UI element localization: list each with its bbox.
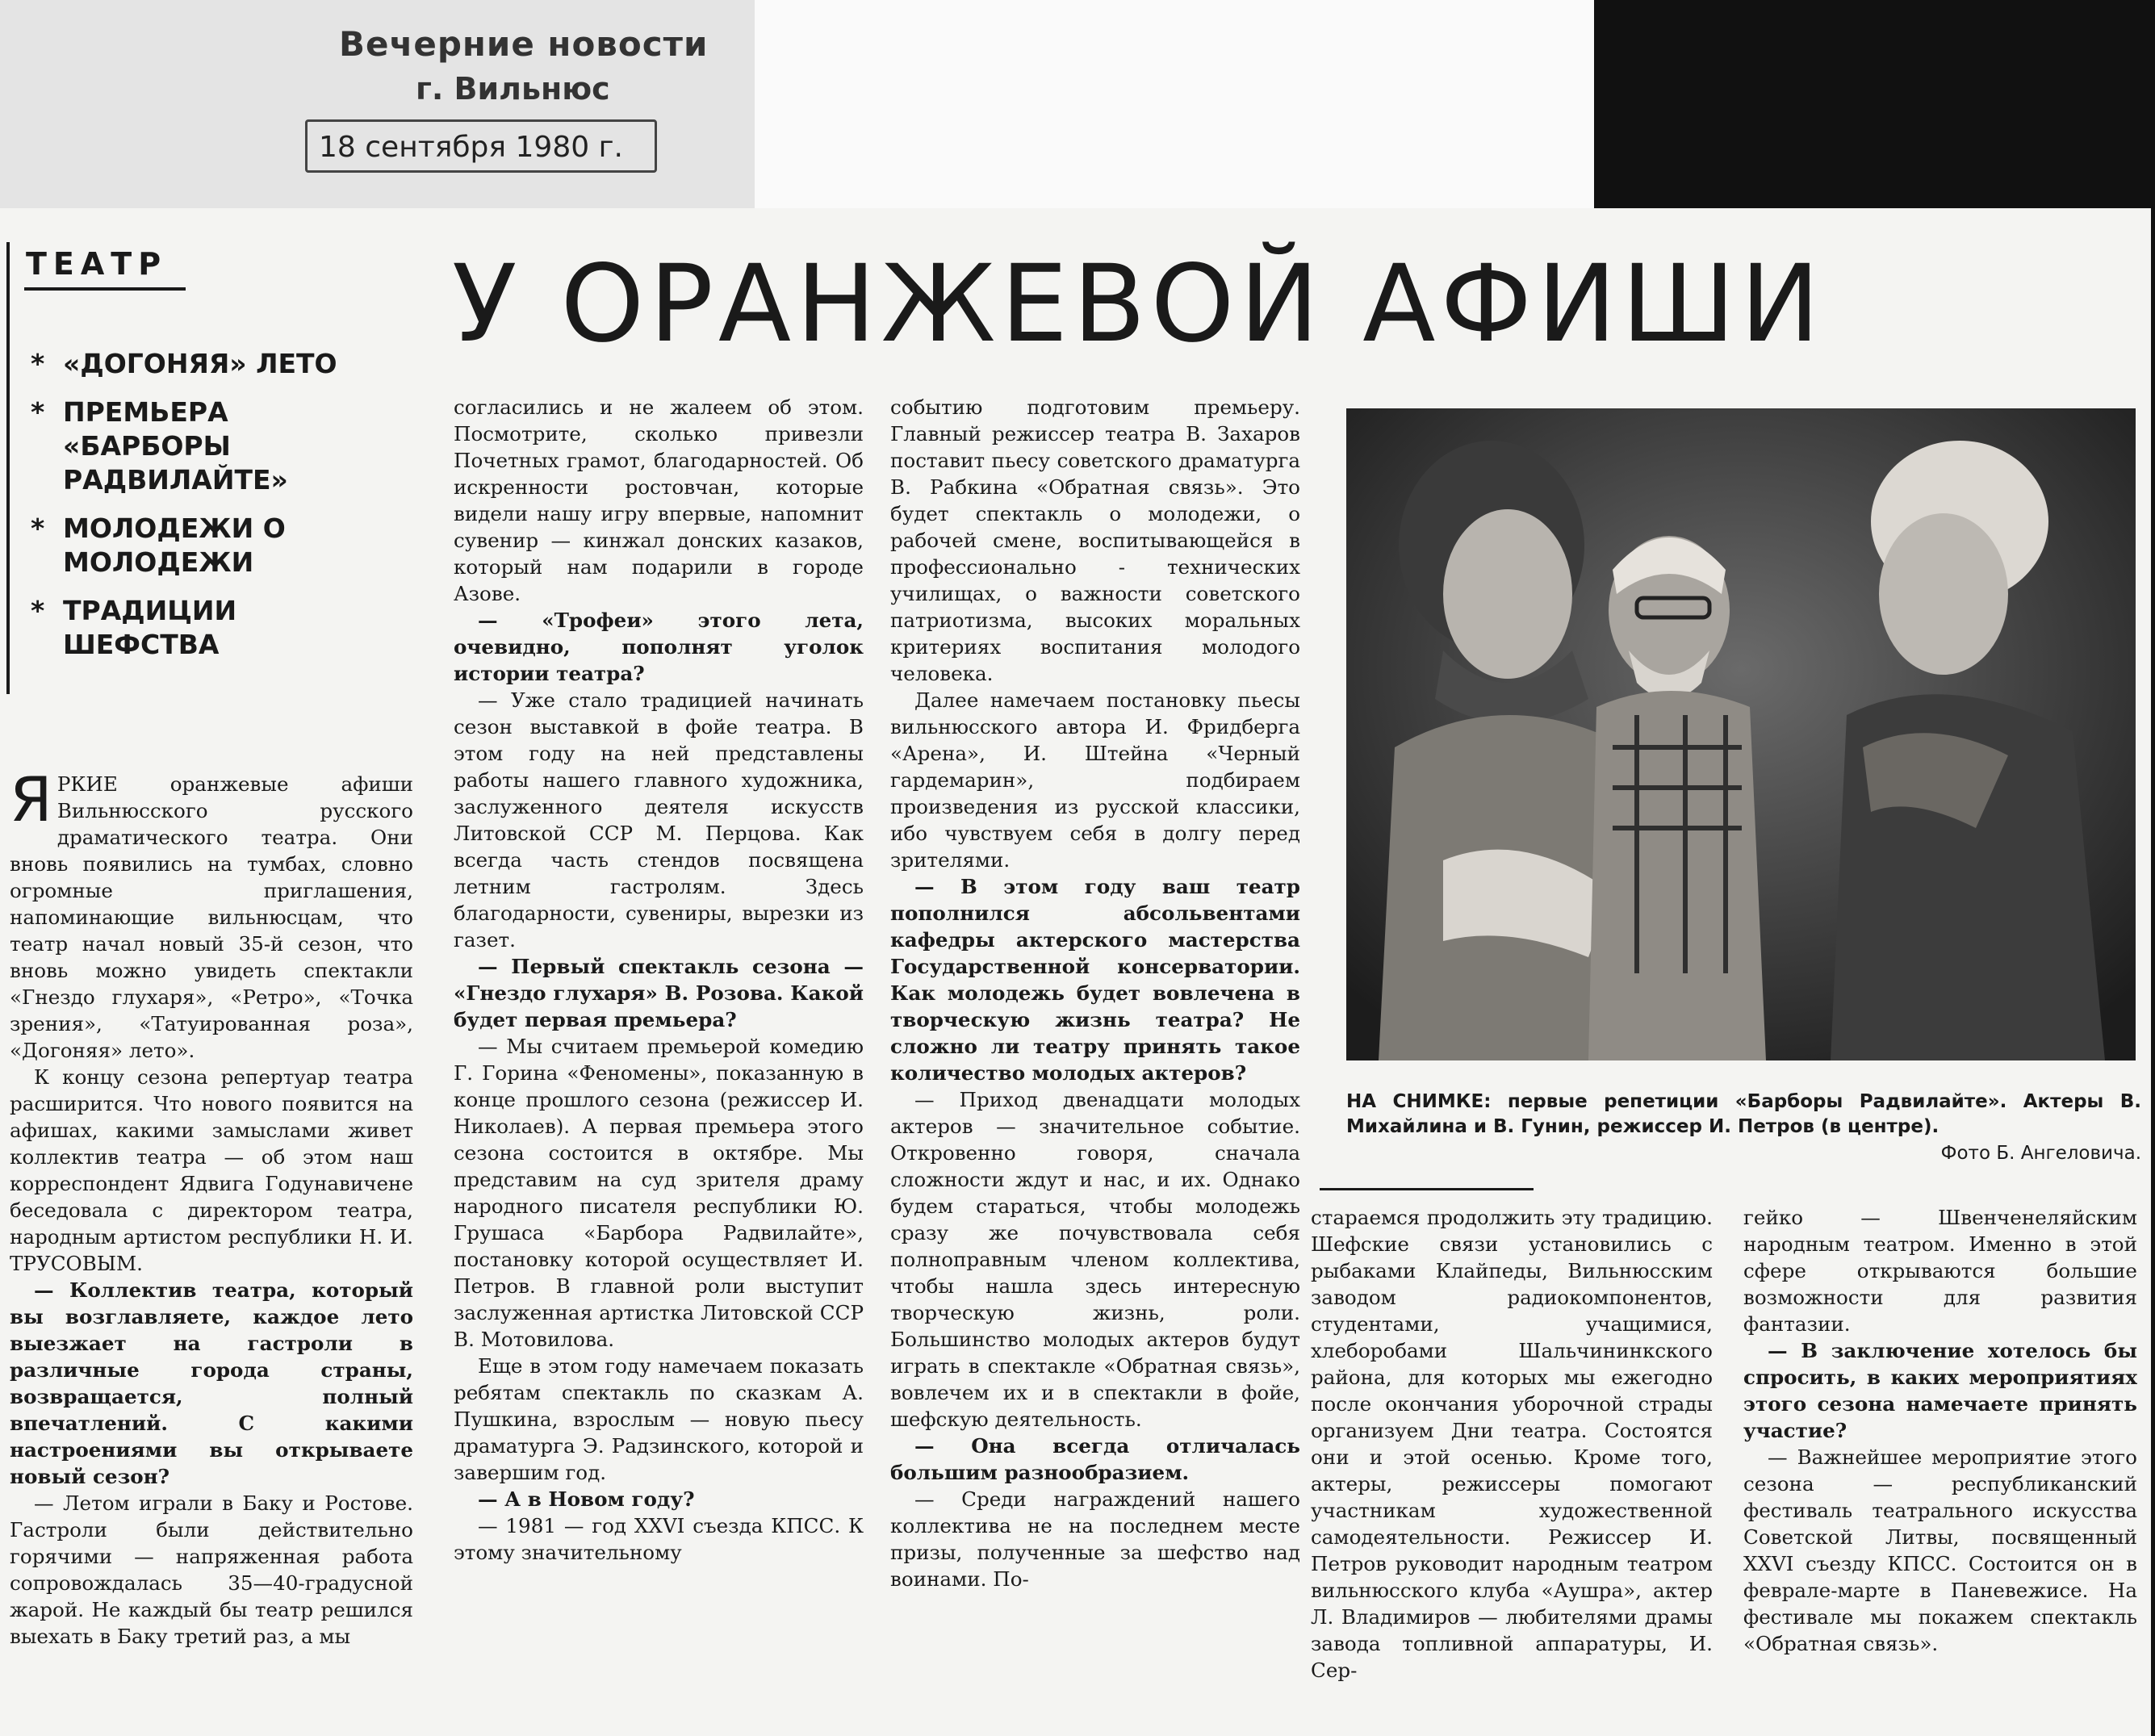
rubric-underline: [24, 287, 186, 291]
stamp-city: г. Вильнюс: [416, 71, 610, 107]
contents-item: * «ДОГОНЯЯ» ЛЕТО: [31, 348, 337, 379]
article-headline: У ОРАНЖЕВОЙ АФИШИ: [452, 242, 1825, 366]
interview-answer: — Приход двенадцати молодых актеров — значительное событие. Откровенно говоря, сначала сложности ждут и нас, и их. Однако будем стараться, чтобы молодежь сразу же почувствовала себя полноправным членом коллектива, чтобы нашла здесь интересную творческую жизнь, роли. Большинство молодых актеров будут играть в спектакле «Обратная связь», вовлечем их и в спектакли в фойе, шефскую деятельность.: [890, 1088, 1300, 1431]
paragraph: гейко — Швенченеляйским народным театром. Именно в этой сфере открываются большие возможности для развития фантазии.: [1743, 1206, 2137, 1336]
rehearsal-photo: [1346, 408, 2136, 1060]
text-column-4: [1311, 1204, 1713, 1729]
archive-stamp: [0, 0, 755, 208]
interview-answer: — Летом играли в Баку и Ростове. Гастроли были действительно горячими — напряженная работа сопровождалась 35—40-градусной жарой. Не каждый бы театр решился выехать в Баку третий раз, а мы: [10, 1491, 413, 1648]
paragraph: К концу сезона репертуар театра расширится. Что нового появится на афишах, какими замыслами живет коллектив театра — об этом наш корреспондент Ядвига Годунавичене беседовала с директором театра, народным артистом республики Н. И. ТРУСОВЫМ.: [10, 1065, 413, 1275]
paragraph: согласились и не жалеем об этом. Посмотрите, сколько привезли Почетных грамот, благодарностей. Об искренности ростовчан, которые видели нашу игру впервые, напомнит сувенир — кинжал донских казаков, который нам подарили в городе Азове.: [454, 395, 864, 605]
photo-caption: [1346, 1090, 2141, 1166]
text-column-5: [1743, 1204, 2137, 1729]
photo-credit: Фото Б. Ангеловича.: [1940, 1143, 2141, 1164]
paragraph: Еще в этом году намечаем показать ребятам спектакль по сказкам А. Пушкина, взрослым — новую пьесу драматурга Э. Радзинского, которой и завершим год.: [454, 1354, 864, 1484]
article-contents-list: [31, 347, 370, 676]
interview-question: — Она всегда отличалась большим разнообразием.: [890, 1434, 1300, 1484]
interview-answer: — Среди награждений нашего коллектива не на последнем месте призы, полученные за шефство над воинами. По-: [890, 1487, 1300, 1591]
rehearsal-photo-illustration: [1346, 408, 2136, 1060]
contents-item: * МОЛОДЕЖИ О МОЛОДЕЖИ: [31, 512, 286, 578]
lead-paragraph: ЯРКИЕ оранжевые афиши Вильнюсского русского драматического театра. Они вновь появились на тумбах, словно огромные приглашения, напоминающие вильнюсцам, что театр начал новый 35-й сезон, что вновь можно увидеть спектакли «Гнездо глухаря», «Ретро», «Точка зрения», «Татуированная роза», «Догоняя» лето».: [10, 771, 413, 1062]
interview-question: — Коллектив театра, который вы возглавляете, каждое лето выезжает на гастроли в различные города страны, возвращается, полный впечатлений. С какими настроениями вы открываете новый сезон?: [10, 1278, 413, 1488]
stamp-date: 18 сентября 1980 г.: [319, 131, 623, 164]
stamp-newspaper-name: Вечерние новости: [339, 24, 709, 64]
photo-caption-text: НА СНИМКЕ: первые репетиции «Барборы Радвилайте». Актеры В. Михайлина и В. Гунин, режиссер И. Петров (в центре).: [1346, 1091, 2141, 1137]
paragraph: стараемся продолжить эту традицию. Шефские связи установились с рыбаками Клайпеды, Вильнюсским заводом радиокомпонентов, студентами, учащимися, хлеборобами Шальчининкского района, для которых мы ежегодно после окончания уборочной страды организуем Дни театра. Состоятся они и этой осенью. Кроме того, актеры, режиссеры помогают участникам художественной самодеятельности. Режиссер И. Петров руководит народным театром вильнюсского клуба «Аушра», актер Л. Владимиров — любителями драмы завода топливной аппаратуры, И. Сер-: [1311, 1206, 1713, 1682]
text-column-1: [10, 771, 413, 1723]
star-bullet-icon: *: [31, 595, 45, 626]
interview-question: — Первый спектакль сезона — «Гнездо глухаря» В. Розова. Какой будет первая премьера?: [454, 955, 864, 1031]
blank-paper-area: [755, 0, 1594, 222]
caption-divider: [1320, 1188, 1534, 1190]
star-bullet-icon: *: [31, 512, 45, 544]
star-bullet-icon: *: [31, 396, 45, 428]
rubric-label: ТЕАТР: [26, 246, 168, 282]
contents-item: * ТРАДИЦИИ ШЕФСТВА: [31, 595, 237, 660]
text-column-2: [454, 394, 864, 1726]
side-rule: [6, 242, 10, 694]
drop-cap: Я: [10, 771, 52, 835]
interview-question: — В этом году ваш театр пополнился абсольвентами кафедры актерского мастерства Государственной консерватории. Как молодежь будет вовлечена в творческую жизнь театра? Не сложно ли театру принять такое количество молодых актеров?: [890, 875, 1300, 1085]
contents-item: * ПРЕМЬЕРА «БАРБОРЫ РАДВИЛАЙТЕ»: [31, 396, 288, 496]
paragraph: событию подготовим премьеру. Главный режиссер театра В. Захаров поставит пьесу советского драматурга В. Рабкина «Обратная связь». Это будет спектакль о молодежи, о рабочей смене, воспитывающейся в профессионально - технических училищах, о важности советского патриотизма, высоких моральных критериях воспитания молодого человека.: [890, 395, 1300, 685]
interview-question: — «Трофеи» этого лета, очевидно, пополнят уголок истории театра?: [454, 609, 864, 685]
interview-question: — А в Новом году?: [478, 1487, 695, 1511]
star-bullet-icon: *: [31, 348, 45, 379]
interview-answer: — Мы считаем премьерой комедию Г. Горина «Феномены», показанную в конце прошлого сезона (режиссер И. Николаев). А первая премьера этого сезона состоится в октябре. Мы представим на суд зрителя драму народного писателя республики Ю. Грушаса «Барбора Радвилайте», постановку которой осуществляет И. Петров. В главной роли выступит заслуженная артистка Литовской ССР В. Мотовилова.: [454, 1035, 864, 1351]
interview-question: — В заключение хотелось бы спросить, в каких мероприятиях этого сезона намечаете принять участие?: [1743, 1339, 2137, 1442]
interview-answer: — 1981 — год XXVI съезда КПСС. К этому значительному: [454, 1514, 864, 1564]
text-column-3: [890, 394, 1300, 1726]
paragraph: Далее намечаем постановку пьесы вильнюсского автора И. Фридберга «Арена», И. Штейна «Черный гардемарин», подбираем произведения из русской классики, ибо чувствуем себя в долгу перед зрителями.: [890, 688, 1300, 872]
interview-answer: — Уже стало традицией начинать сезон выставкой в фойе театра. В этом году на ней представлены работы нашего главного художника, заслуженного деятеля искусств Литовской ССР М. Перцова. Как всегда часть стендов посвящена летним гастролям. Здесь благодарности, сувениры, вырезки из газет.: [454, 688, 864, 952]
interview-answer: — Важнейшее мероприятие этого сезона — республиканский фестиваль театрального искусства Советской Литвы, посвященный XXVI съезду КПСС. Состоится он в феврале-марте в Паневежисе. На фестивале мы покажем спектакль «Обратная связь».: [1743, 1445, 2137, 1655]
